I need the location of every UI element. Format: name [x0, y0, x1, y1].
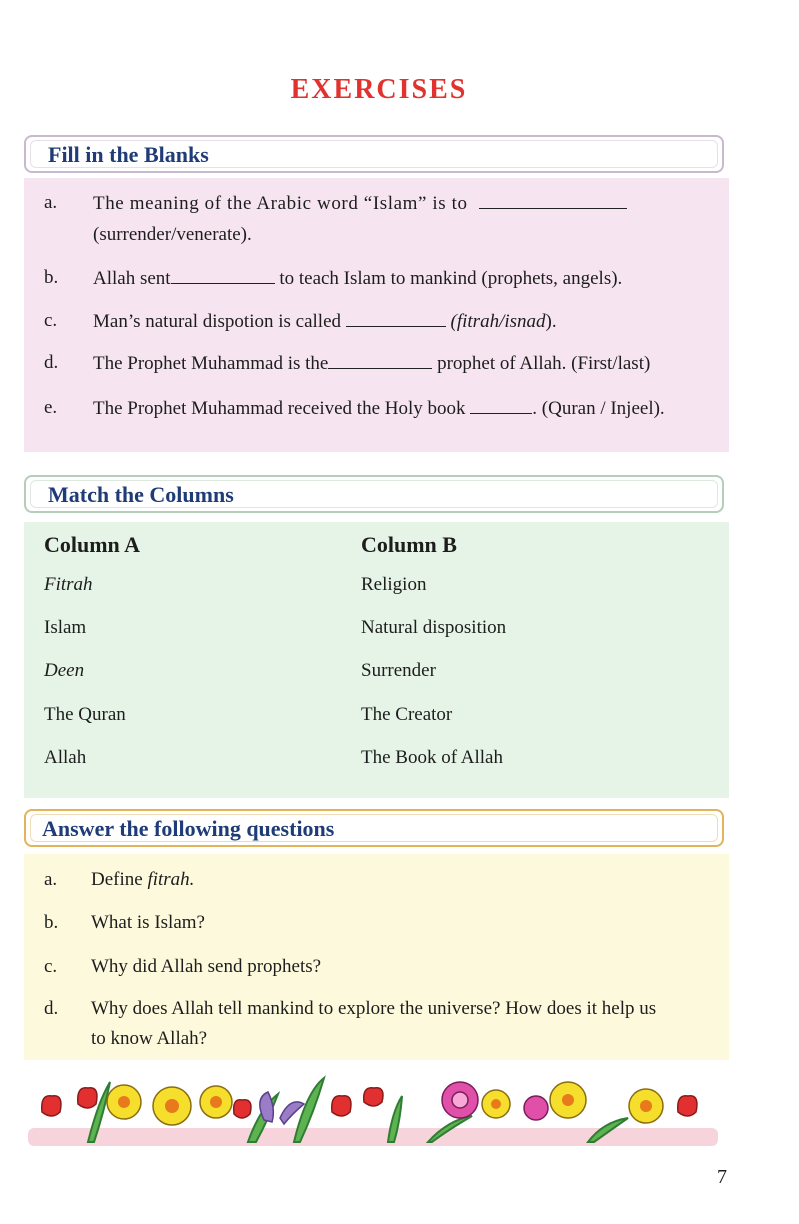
column-b-header: Column B	[361, 532, 457, 557]
column-a-item: Deen	[44, 660, 85, 681]
yellow-flowers	[107, 1082, 663, 1125]
column-a-item: Islam	[44, 617, 87, 638]
column-b-item: Religion	[361, 574, 427, 595]
answer-blank[interactable]	[479, 188, 627, 209]
page-number: 7	[717, 1166, 727, 1188]
column-a-item: The Quran	[44, 704, 126, 725]
answer-blank[interactable]	[470, 393, 532, 414]
column-b-item: Surrender	[361, 660, 436, 681]
page-title: EXERCISES	[290, 74, 468, 105]
match-columns-panel	[24, 522, 729, 798]
questions-header	[24, 809, 724, 847]
answer-blank[interactable]	[346, 306, 446, 327]
fill-blanks-panel: a. The meaning of the Arabic word “Islam” is to (surrender/venerate). b. Allah sent to teach Islam to mankind (prophets, angels). c. Man’s natural dispotion is called (fitrah/isnad). d. The Prophet Muhammad is the prophet of Allah. (First/last) e. The Prophet Muhammad received the Holy book . (Quran / Injeel).	[24, 178, 729, 452]
column-b-item: The Book of Allah	[361, 747, 503, 768]
fill-blanks-heading: Fill in the Blanks	[48, 142, 209, 167]
questions-panel: a. Define fitrah. b. What is Islam? c. Why did Allah send prophets? d. Why does Allah tell mankind to explore the universe? How does it help us to know Allah?	[24, 854, 729, 1060]
column-a-header: Column A	[44, 532, 140, 557]
match-columns-header	[24, 475, 724, 513]
answer-blank[interactable]	[328, 348, 432, 369]
answer-blank[interactable]	[171, 263, 275, 284]
column-b-item: The Creator	[361, 704, 453, 725]
column-a-item: Allah	[44, 747, 87, 768]
fill-blanks-header	[24, 135, 724, 173]
purple-iris	[260, 1092, 304, 1124]
column-a-item: Fitrah	[44, 574, 93, 595]
questions-heading: Answer the following questions	[42, 816, 335, 841]
column-b-item: Natural disposition	[361, 617, 507, 638]
flower-border-illustration	[28, 1072, 718, 1154]
match-columns-heading: Match the Columns	[48, 482, 234, 507]
